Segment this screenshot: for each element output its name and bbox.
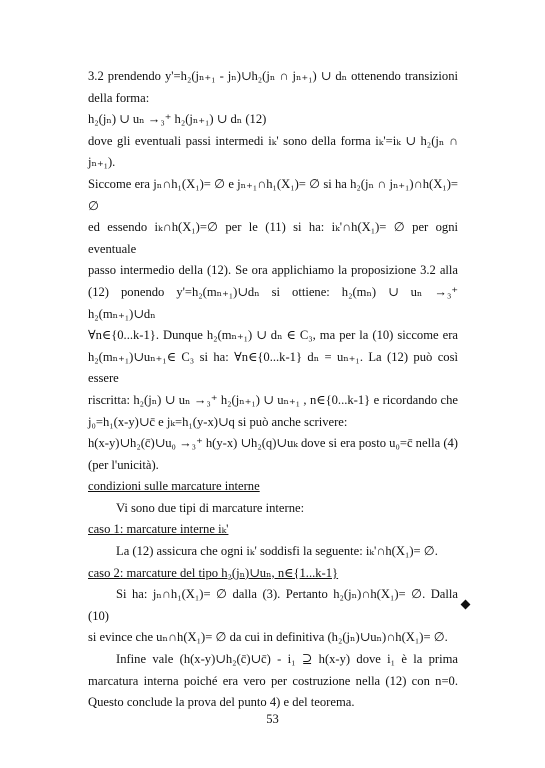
case-heading: caso 2: marcature del tipo h₂(jₙ)∪uₙ, n∈{1...k-1} xyxy=(88,565,339,580)
text-line: h₂(mₙ₊₁)∪uₙ₊₁∈ C₃ si ha: ∀n∈{0...k-1} dₙ = uₙ₊₁. La (12) può così essere xyxy=(88,349,458,386)
text-line: Si ha: jₙ∩h₁(X₁)= ∅ dalla (3). Pertanto h₂(jₙ)∩h(X₁)= ∅. Dalla (10) xyxy=(88,587,458,623)
text-line: passo intermedio della (12). Se ora applichiamo la proposizione 3.2 alla xyxy=(88,263,458,278)
text-line: dove gli eventuali passi intermedi iₖ' sono della forma iₖ'=iₖ ∪ h₂(jₙ ∩ jₙ₊₁). xyxy=(88,133,458,170)
equation-line: h₂(jₙ) ∪ uₙ →₃⁺ h₂(jₙ₊₁) ∪ dₙ (12) xyxy=(88,112,267,127)
text-line: (per l'unicità). xyxy=(88,457,159,472)
text-line: Vi sono due tipi di marcature interne: xyxy=(116,500,305,515)
text-line: j₀=h₁(x-y)∪c̄ e jₖ=h₁(y-x)∪q si può anche scrivere: xyxy=(88,414,348,429)
text-line: Questo conclude la prova del punto 4) e del teorema. xyxy=(88,695,355,710)
page-body xyxy=(88,66,458,714)
text-line: (12) ponendo y'=h₂(mₙ₊₁)∪dₙ si ottiene: h₂(mₙ) ∪ uₙ →₃⁺ h₂(mₙ₊₁)∪dₙ xyxy=(88,284,458,321)
text-line: ed essendo iₖ∩h(X₁)=∅ per le (11) si ha: iₖ'∩h(X₁)= ∅ per ogni eventuale xyxy=(88,220,458,256)
page-number: 53 xyxy=(266,712,279,726)
section-heading: condizioni sulle marcature interne xyxy=(88,479,260,494)
case-heading: caso 1: marcature interne iₖ' xyxy=(88,522,229,537)
text-line: Infine vale (h(x-y)∪h₂(c̄)∪c̄) - i₁ ⊇ h(x-y) dove i₁ è la prima xyxy=(116,652,458,667)
end-of-proof-diamond-icon xyxy=(461,600,471,610)
text-line: riscritta: h₂(jₙ) ∪ uₙ →₃⁺ h₂(jₙ₊₁) ∪ uₙ₊₁ , n∈{0...k-1} e ricordando che xyxy=(88,392,458,407)
text-line: La (12) assicura che ogni iₖ' soddisfi la seguente: iₖ'∩h(X₁)= ∅. xyxy=(116,544,438,559)
text-line: della forma: xyxy=(88,90,150,105)
text-line: si evince che uₙ∩h(X₁)= ∅ da cui in definitiva (h₂(jₙ)∪uₙ)∩h(X₁)= ∅. xyxy=(88,630,448,645)
text-line: h(x-y)∪h₂(c̄)∪u₀ →₃⁺ h(y-x) ∪h₂(q)∪uₖ dove si era posto u₀=c̄ nella (4) xyxy=(88,436,458,451)
text-line: Siccome era jₙ∩h₁(X₁)= ∅ e jₙ₊₁∩h₁(X₁)= ∅ si ha h₂(jₙ ∩ jₙ₊₁)∩h(X₁)= ∅ xyxy=(88,176,458,213)
text-line: ∀n∈{0...k-1}. Dunque h₂(mₙ₊₁) ∪ dₙ ∈ C₃, ma per la (10) siccome era xyxy=(88,328,458,343)
text-line: 3.2 prendendo y'=h₂(jₙ₊₁ - jₙ)∪h₂(jₙ ∩ jₙ₊₁) ∪ dₙ ottenendo transizioni xyxy=(88,69,458,83)
text-line: marcatura interna poiché era vero per costruzione nella (12) con n=0. xyxy=(88,673,458,688)
